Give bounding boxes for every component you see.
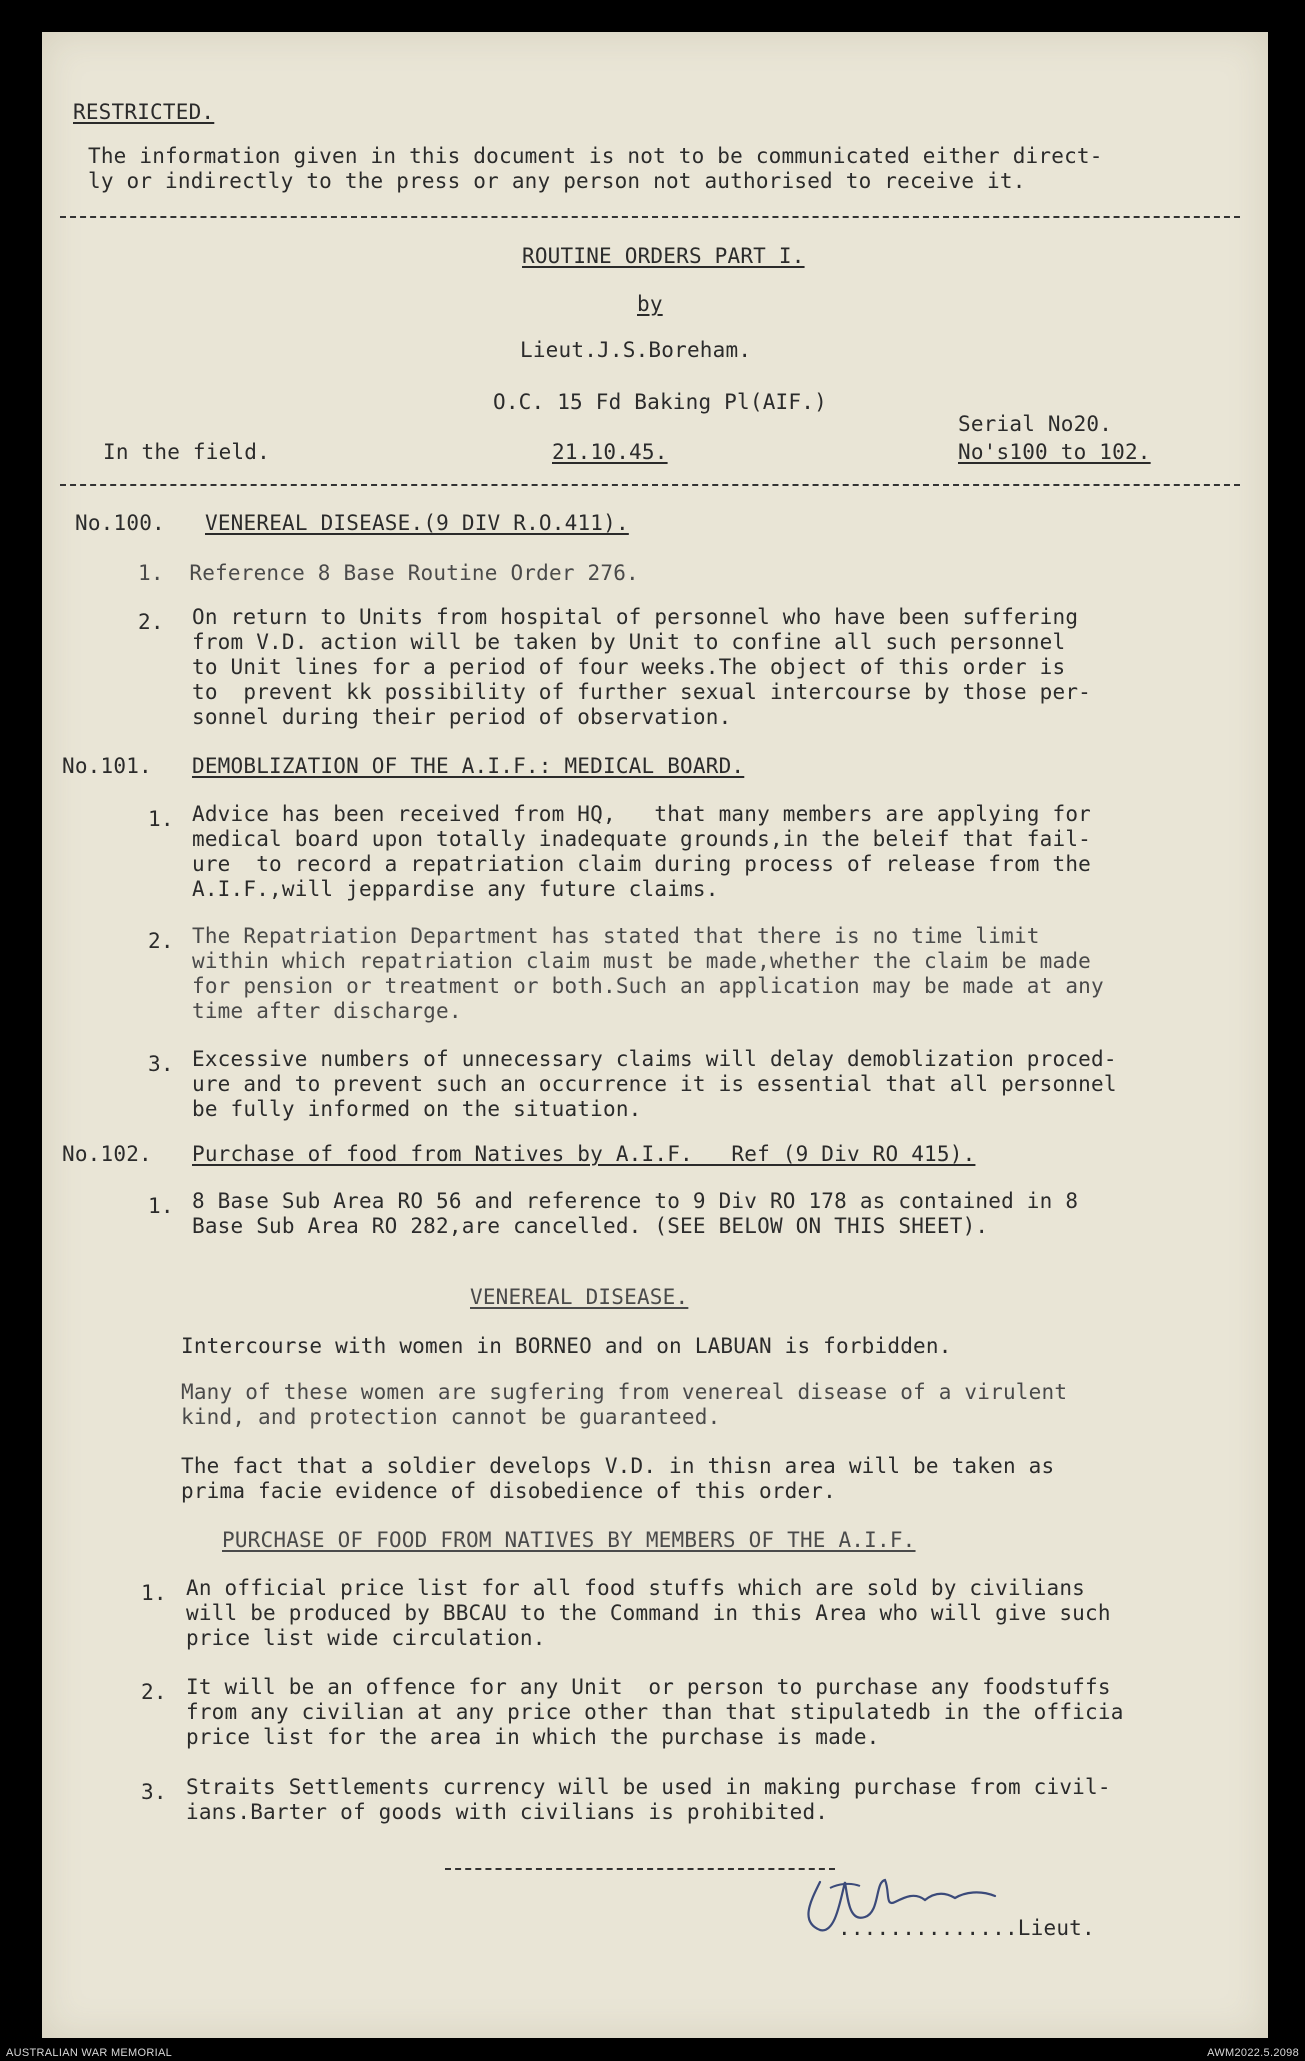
order-101-para-3-number: 3.	[148, 1052, 174, 1076]
order-102-heading: Purchase of food from Natives by A.I.F. Ref (9 Div RO 415).	[192, 1142, 976, 1166]
vd-section-para-3-line: The fact that a soldier develops V.D. in thisn area will be taken as	[181, 1454, 1055, 1478]
title-unit: O.C. 15 Fd Baking Pl(AIF.)	[493, 390, 827, 414]
footer-left: AUSTRALIAN WAR MEMORIAL	[6, 2047, 173, 2059]
food-item-1-line: price list wide circulation.	[186, 1626, 546, 1650]
vd-section-para-3-line: prima facie evidence of disobedience of this order.	[181, 1479, 836, 1503]
order-101-para-1-line: ure to record a repatriation claim during process of release from the	[192, 852, 1092, 876]
order-100-para-2-line: to prevent kk possibility of further sexual intercourse by those per-	[192, 680, 1092, 704]
order-100-para-2-line: On return to Units from hospital of personnel who have been suffering	[192, 605, 1079, 629]
food-item-3-number: 3.	[141, 1780, 167, 1804]
order-101-para-3-line: Excessive numbers of unnecessary claims will delay demoblization proced-	[192, 1047, 1117, 1071]
order-numbers: No's100 to 102.	[958, 440, 1151, 464]
vd-section-para-2-line: kind, and protection cannot be guaranteed.	[181, 1405, 721, 1429]
separator-rule	[60, 484, 1240, 486]
food-item-3-line: ians.Barter of goods with civilians is prohibited.	[186, 1800, 829, 1824]
document-date: 21.10.45.	[552, 440, 668, 464]
vd-section-para-1: Intercourse with women in BORNEO and on LABUAN is forbidden.	[181, 1334, 952, 1358]
order-102-para-1-number: 1.	[148, 1194, 174, 1218]
food-item-1-line: will be produced by BBCAU to the Command in this Area who will give such	[186, 1601, 1111, 1625]
order-101-para-3-line: be fully informed on the situation.	[192, 1097, 642, 1121]
food-item-2-line: from any civilian at any price other than that stipulatedb in the officia	[186, 1700, 1124, 1724]
food-item-2-line: price list for the area in which the purchase is made.	[186, 1725, 880, 1749]
food-section-heading: PURCHASE OF FOOD FROM NATIVES BY MEMBERS OF THE A.I.F.	[222, 1528, 916, 1552]
order-101-para-1-line: medical board upon totally inadequate grounds,in the beleif that fail-	[192, 827, 1092, 851]
order-100-para-1: 1. Reference 8 Base Routine Order 276.	[138, 561, 639, 585]
serial-number: Serial No20.	[958, 412, 1113, 436]
vd-section-heading: VENEREAL DISEASE.	[470, 1285, 689, 1309]
order-101-number: No.101.	[62, 754, 152, 778]
order-101-para-1-line: A.I.F.,will jeppardise any future claims.	[192, 877, 719, 901]
separator-rule	[60, 216, 1240, 218]
order-101-para-1-line: Advice has been received from HQ, that many members are applying for	[192, 802, 1092, 826]
order-101-para-1-number: 1.	[148, 807, 174, 831]
signature-separator	[445, 1868, 835, 1870]
signature-line: ..............Lieut.	[838, 1916, 1095, 1940]
order-101-para-2-number: 2.	[148, 929, 174, 953]
restricted-label: RESTRICTED.	[73, 100, 215, 124]
place-label: In the field.	[103, 440, 270, 464]
order-101-heading: DEMOBLIZATION OF THE A.I.F.: MEDICAL BOARD.	[192, 754, 745, 778]
footer-right: AWM2022.5.2098	[1207, 2047, 1299, 2059]
title-author: Lieut.J.S.Boreham.	[520, 338, 752, 362]
order-100-para-2-line: sonnel during their period of observation.	[192, 705, 732, 729]
food-item-1-line: An official price list for all food stuffs which are sold by civilians	[186, 1576, 1086, 1600]
order-101-para-3-line: ure and to prevent such an occurrence it is essential that all personnel	[192, 1072, 1117, 1096]
food-item-3-line: Straits Settlements currency will be used in making purchase from civil-	[186, 1775, 1111, 1799]
title-by: by	[637, 292, 663, 316]
order-100-number: No.100.	[75, 511, 165, 535]
food-item-1-number: 1.	[141, 1581, 167, 1605]
order-101-para-2-line: within which repatriation claim must be made,whether the claim be made	[192, 949, 1092, 973]
food-item-2-number: 2.	[141, 1680, 167, 1704]
food-item-2-line: It will be an offence for any Unit or person to purchase any foodstuffs	[186, 1675, 1111, 1699]
order-102-number: No.102.	[62, 1142, 152, 1166]
document-title: ROUTINE ORDERS PART I.	[522, 244, 805, 268]
order-101-para-2-line: The Repatriation Department has stated that there is no time limit	[192, 924, 1040, 948]
vd-section-para-2-line: Many of these women are sugfering from venereal disease of a virulent	[181, 1380, 1068, 1404]
order-102-para-1-line: 8 Base Sub Area RO 56 and reference to 9 Div RO 178 as contained in 8	[192, 1189, 1079, 1213]
notice-line-2: ly or indirectly to the press or any person not authorised to receive it.	[88, 169, 1026, 193]
order-100-heading: VENEREAL DISEASE.(9 DIV R.O.411).	[205, 511, 629, 535]
order-100-para-2-line: from V.D. action will be taken by Unit to confine all such personnel	[192, 630, 1066, 654]
order-100-para-2-line: to Unit lines for a period of four weeks.The object of this order is	[192, 655, 1066, 679]
order-101-para-2-line: time after discharge.	[192, 999, 462, 1023]
order-100-para-2-number: 2.	[138, 610, 164, 634]
notice-line-1: The information given in this document is not to be communicated either direct-	[88, 144, 1103, 168]
order-101-para-2-line: for pension or treatment or both.Such an application may be made at any	[192, 974, 1104, 998]
order-102-para-1-line: Base Sub Area RO 282,are cancelled. (SEE BELOW ON THIS SHEET).	[192, 1214, 989, 1238]
